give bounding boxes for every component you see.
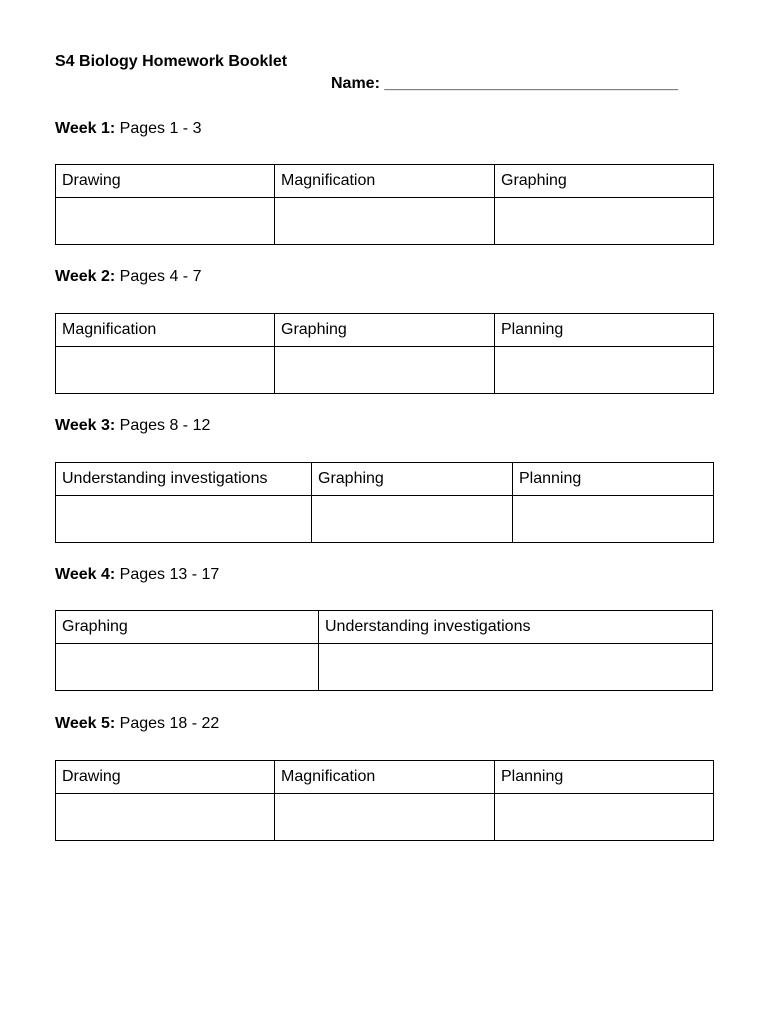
week-2-heading [55, 267, 201, 287]
week-pages: Pages 8 - 12 [119, 417, 211, 434]
table-header-cell: Planning [495, 314, 714, 347]
week-label: Week 4: [55, 566, 116, 583]
week-pages: Pages 18 - 22 [119, 715, 220, 732]
week-label: Week 1: [55, 120, 116, 137]
entry-cell[interactable] [56, 644, 319, 691]
table-header-row [56, 761, 714, 794]
table-row [56, 198, 714, 245]
week-5-heading [55, 714, 219, 734]
table-header-cell: Magnification [275, 761, 495, 794]
week-4-heading [55, 565, 219, 585]
table-header-cell: Planning [513, 463, 714, 496]
entry-cell[interactable] [319, 644, 713, 691]
document-title: S4 Biology Homework Booklet [55, 53, 288, 70]
table-header-cell: Graphing [56, 611, 319, 644]
table-header-cell: Magnification [275, 165, 495, 198]
entry-cell[interactable] [275, 347, 495, 394]
table-header-cell: Graphing [312, 463, 513, 496]
name-blank[interactable]: _________________________________ [384, 75, 679, 92]
table-row [56, 794, 714, 841]
entry-cell[interactable] [312, 496, 513, 543]
week-5-table [55, 760, 714, 841]
week-1-heading [55, 119, 201, 139]
name-field[interactable] [331, 74, 678, 94]
table-header-cell: Drawing [56, 761, 275, 794]
entry-cell[interactable] [495, 198, 714, 245]
entry-cell[interactable] [513, 496, 714, 543]
week-3-heading [55, 416, 210, 436]
table-header-cell: Graphing [495, 165, 714, 198]
week-2-table [55, 313, 714, 394]
entry-cell[interactable] [56, 347, 275, 394]
table-header-cell: Planning [495, 761, 714, 794]
entry-cell[interactable] [275, 198, 495, 245]
table-row [56, 644, 713, 691]
week-pages: Pages 1 - 3 [119, 120, 202, 137]
table-header-cell: Drawing [56, 165, 275, 198]
table-row [56, 496, 714, 543]
week-label: Week 5: [55, 715, 116, 732]
week-pages: Pages 4 - 7 [119, 268, 202, 285]
entry-cell[interactable] [495, 794, 714, 841]
table-header-cell: Graphing [275, 314, 495, 347]
table-header-cell: Magnification [56, 314, 275, 347]
table-header-row [56, 463, 714, 496]
table-header-row [56, 611, 713, 644]
entry-cell[interactable] [56, 496, 312, 543]
entry-cell[interactable] [275, 794, 495, 841]
entry-cell[interactable] [56, 794, 275, 841]
week-3-table [55, 462, 714, 543]
table-header-row [56, 165, 714, 198]
entry-cell[interactable] [56, 198, 275, 245]
week-label: Week 3: [55, 417, 116, 434]
entry-cell[interactable] [495, 347, 714, 394]
table-header-cell: Understanding investigations [56, 463, 312, 496]
table-header-cell: Understanding investigations [319, 611, 713, 644]
name-label: Name: [331, 75, 380, 92]
week-4-table [55, 610, 713, 691]
week-label: Week 2: [55, 268, 116, 285]
week-1-table [55, 164, 714, 245]
week-pages: Pages 13 - 17 [119, 566, 220, 583]
table-row [56, 347, 714, 394]
table-header-row [56, 314, 714, 347]
